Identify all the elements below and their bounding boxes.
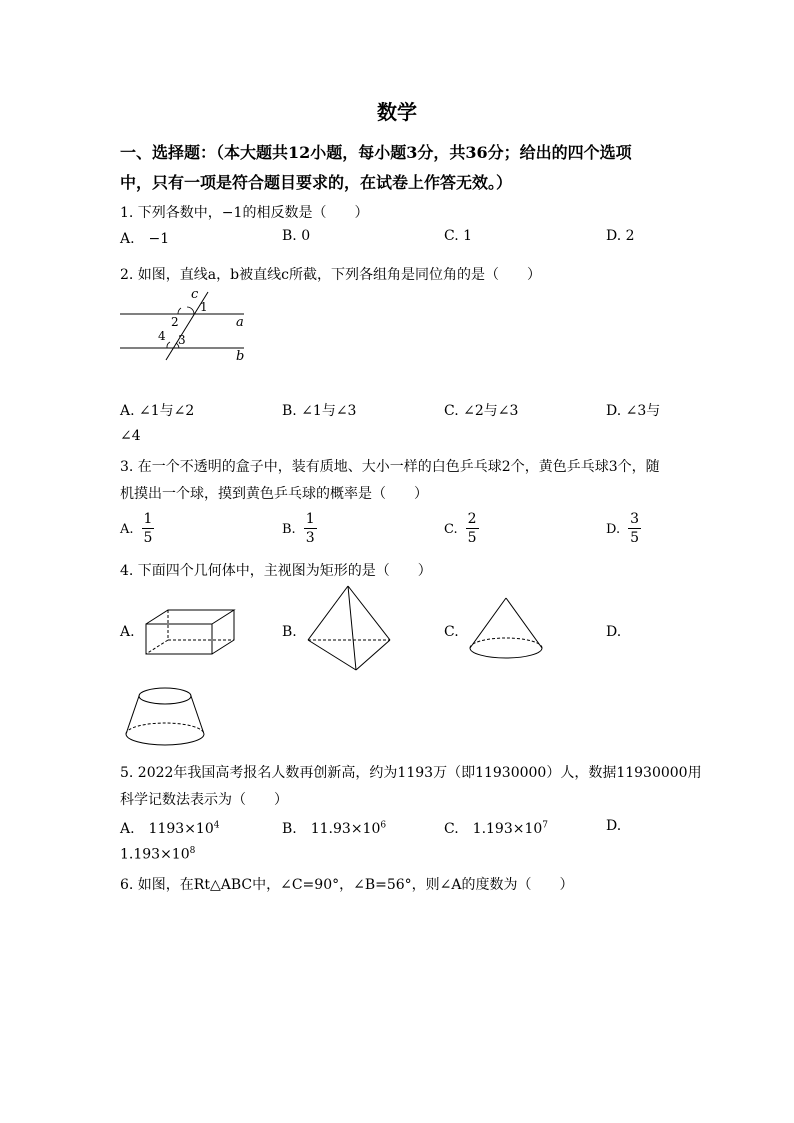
option-c-text: C. 1.193×10 (444, 821, 543, 837)
question-4-option-c-label: C. (444, 624, 459, 640)
question-2-option-b: B. ∠1与∠3 (282, 403, 357, 419)
question-3-option-b (282, 510, 317, 547)
question-1-option-a: A. −1 (120, 231, 170, 247)
question-4-option-a-label: A. (120, 624, 135, 640)
fraction-b (304, 510, 317, 547)
option-d-label: D. (606, 522, 621, 537)
label-b: b (236, 349, 245, 364)
fraction-c-numerator: 2 (467, 511, 477, 527)
question-6-stem: 6. 如图，在Rt△ABC中，∠C=90°，∠B=56°，则∠A的度数为（ ） (120, 877, 574, 893)
fraction-c-denominator: 5 (467, 530, 477, 546)
question-5-option-a (120, 818, 219, 838)
angle-2-arc (178, 308, 181, 314)
option-a-label: A. (120, 522, 134, 537)
option-b-label: B. (282, 522, 296, 537)
fraction-d (628, 510, 641, 547)
fraction-a (142, 510, 155, 547)
label-3: 3 (178, 333, 186, 347)
question-3-option-d (606, 510, 641, 547)
option-c-label: C. (444, 522, 458, 537)
question-4-option-b-label: B. (282, 624, 297, 640)
question-2-option-a: A. ∠1与∠2 (120, 403, 195, 419)
label-a: a (236, 315, 244, 330)
option-b-exponent: 6 (380, 820, 387, 831)
question-3-line1: 3. 在一个不透明的盒子中，装有质地、大小一样的白色乒乓球2个，黄色乒乓球3个，随 (120, 459, 660, 475)
option-b-text: B. 11.93×10 (282, 821, 381, 837)
question-2-option-c: C. ∠2与∠3 (444, 403, 519, 419)
question-5-option-d-wrap (120, 846, 195, 863)
question-3-line2: 机摸出一个球，摸到黄色乒乓球的概率是（ ） (120, 486, 428, 502)
parallel-lines-figure (118, 286, 258, 366)
question-5-line2: 科学记数法表示为（ ） (120, 792, 288, 808)
frustum-icon (120, 684, 210, 750)
question-2-option-d: D. ∠3与 (606, 403, 661, 419)
label-2: 2 (171, 315, 179, 329)
label-4: 4 (158, 329, 166, 343)
page-title: 数学 (377, 100, 417, 124)
fraction-d-numerator: 3 (630, 511, 640, 527)
question-3-option-c (444, 510, 479, 547)
question-5-option-b (282, 818, 386, 838)
fraction-d-denominator: 5 (630, 530, 640, 546)
section-heading-line1: 一、选择题：（本大题共12小题，每小题3分，共36分；给出的四个选项 (120, 143, 632, 162)
fraction-b-numerator: 1 (305, 511, 315, 527)
question-5-option-c (444, 818, 548, 838)
option-d-exponent: 8 (189, 846, 196, 856)
angle-4-arc (167, 342, 170, 348)
fraction-c (466, 510, 479, 547)
question-5-option-d: D. (606, 818, 622, 834)
fraction-a-denominator: 5 (143, 530, 153, 546)
fraction-a-numerator: 1 (143, 511, 153, 527)
question-1-option-d: D. 2 (606, 228, 635, 244)
cone-icon (466, 594, 546, 666)
question-1-stem: 1. 下列各数中，−1的相反数是（ ） (120, 205, 369, 221)
option-c-exponent: 7 (542, 820, 549, 831)
question-5-line1: 5. 2022年我国高考报名人数再创新高，约为1193万（即11930000）人，数据11930000用 (120, 765, 702, 781)
question-3-option-a (120, 510, 154, 547)
fraction-b-denominator: 3 (305, 530, 315, 546)
question-4-stem: 4. 下面四个几何体中，主视图为矩形的是（ ） (120, 563, 432, 579)
option-a-exponent: 4 (213, 820, 220, 831)
question-1-option-c: C. 1 (444, 228, 473, 244)
question-1-option-b: B. 0 (282, 228, 311, 244)
question-4-option-d-label: D. (606, 624, 622, 640)
angle-1-arc (187, 307, 194, 314)
option-a-text: A. 1193×10 (120, 821, 214, 837)
pyramid-icon (304, 582, 394, 676)
question-2-stem: 2. 如图，直线a，b被直线c所截，下列各组角是同位角的是（ ） (120, 267, 541, 283)
label-c: c (191, 287, 199, 302)
question-2-option-d-wrap: ∠4 (120, 428, 141, 444)
label-1: 1 (200, 300, 208, 314)
cuboid-icon (142, 606, 238, 658)
option-d-text: 1.193×10 (120, 846, 190, 863)
section-heading-line2: 中，只有一项是符合题目要求的，在试卷上作答无效。） (120, 173, 513, 192)
